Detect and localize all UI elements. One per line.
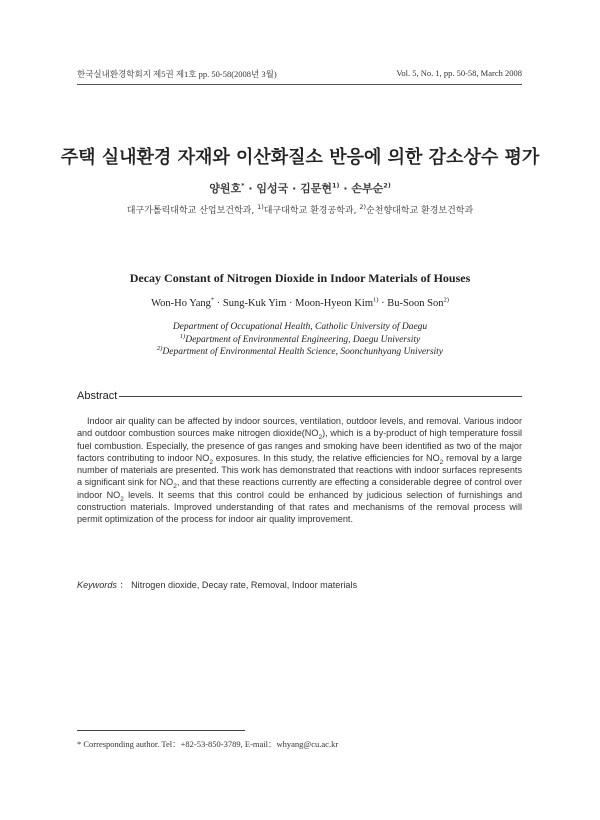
abstract-text: exposures. In this study, the relative efficiencies for NO xyxy=(212,452,440,463)
title-english: Decay Constant of Nitrogen Dioxide in Indoor Materials of Houses xyxy=(129,271,471,285)
abstract-text: ), which is a by-product of high temperature fossil fuel combustion. Especially, the presence of gas ranges and smoking have been identified as two of the major factors contributing to indoor NO xyxy=(77,428,522,463)
affiliation-en-2: Department of Environmental Engineering, Daegu University xyxy=(185,334,421,345)
affiliation-en-3-mark: 2) xyxy=(156,344,163,352)
author-kr-3: 김문현 xyxy=(300,182,333,195)
abstract-heading-label: Abstract xyxy=(77,390,118,402)
no2-subscript: 2 xyxy=(439,458,444,466)
running-head-left: 한국실내환경학회지 제5권 제1호 pp. 50-58(2008년 3월) xyxy=(77,69,277,79)
affiliations-korean xyxy=(0,203,600,216)
affiliation-kr-2-mark: 1) xyxy=(257,203,264,211)
author-separator: · xyxy=(216,298,221,309)
running-head-right: Vol. 5, No. 1, pp. 50-58, March 2008 xyxy=(396,68,522,78)
author-en-3-mark: 1) xyxy=(373,296,379,304)
abstract-text: Indoor air quality can be affected by indoor sources, ventilation, outdoor levels, and removal. Various indoor and outdoor combustion sources make nitrogen dioxide(NO xyxy=(77,416,522,439)
abstract-text: levels. It seems that this control could be enhanced by judicious selection of furnishings and construction materials. Improved understanding of that rates and mechanisms of the removal process will permit optimization of the process for indoor air quality improvement. xyxy=(77,489,523,525)
authors-english xyxy=(0,298,600,309)
author-en-1: Won-Ho Yang xyxy=(151,298,211,309)
footnote-corresponding-author: * Corresponding author. Tel：+82-53-850-3789, E-mail：whyang@cu.ac.kr xyxy=(77,739,339,749)
affiliation-en-3-line xyxy=(0,346,600,359)
affiliation-en-1: Department of Occupational Health, Catholic University of Daegu xyxy=(172,322,428,332)
author-kr-4: 손부순 xyxy=(351,182,384,195)
author-kr-4-mark: 2) xyxy=(383,181,391,190)
author-en-3: Moon-Hyeon Kim xyxy=(295,298,374,309)
author-en-1-mark: * xyxy=(210,296,215,304)
abstract-text: removal by a large number of materials are presented. This work has demonstrated that reactions with indoor surfaces represents a significant sink for NO xyxy=(77,452,522,488)
affiliation-en-2-line xyxy=(0,334,600,347)
no2-subscript: 2 xyxy=(120,495,124,503)
affiliation-en-3: Department of Environmental Health Science, Soonchunhyang University xyxy=(162,347,444,357)
author-en-4: Bu-Soon Son xyxy=(387,298,444,309)
affiliations-english xyxy=(0,321,600,359)
no2-subscript: 2 xyxy=(209,458,213,466)
abstract-text: , and that these reactions currently are effecting a considerable degree of control over indoor NO xyxy=(77,477,522,500)
author-kr-1: 양원호 xyxy=(209,182,242,195)
author-separator: · xyxy=(289,298,293,309)
author-kr-2: 임성국 xyxy=(256,182,289,195)
abstract-rule xyxy=(119,396,522,397)
keywords-label: Keywords xyxy=(77,580,117,590)
authors-korean xyxy=(0,180,600,196)
abstract-heading xyxy=(77,390,522,402)
author-kr-3-mark: 1) xyxy=(332,181,340,190)
affiliation-kr-3-mark: 2) xyxy=(359,203,366,211)
no2-subscript: 2 xyxy=(173,483,177,491)
running-head xyxy=(77,68,522,80)
author-separator: · xyxy=(292,182,297,195)
keywords-text: Nitrogen dioxide, Decay rate, Removal, Indoor materials xyxy=(131,580,358,590)
author-kr-1-mark: * xyxy=(241,181,245,190)
no2-subscript: 2 xyxy=(318,434,323,442)
footnote-rule xyxy=(77,730,245,731)
keywords-colon: ： xyxy=(119,580,129,590)
keywords xyxy=(77,578,522,591)
affiliation-kr-3: 순천향대학교 환경보건학과 xyxy=(366,206,474,216)
affiliation-kr-1: 대구가톨릭대학교 산업보건학과, xyxy=(126,206,255,216)
author-separator: · xyxy=(343,182,348,195)
title-korean: 주택 실내환경 자재와 이산화질소 반응에 의한 감소상수 평가 xyxy=(60,147,540,168)
author-separator: · xyxy=(381,298,385,309)
author-en-4-mark: 2) xyxy=(443,296,449,304)
author-separator: · xyxy=(248,182,253,195)
author-en-2: Sung-Kuk Yim xyxy=(222,298,287,309)
affiliation-en-2-mark: 1) xyxy=(179,332,186,340)
abstract-body xyxy=(77,415,522,526)
affiliation-kr-2: 대구대학교 환경공학과, xyxy=(263,206,357,216)
header-rule xyxy=(77,84,522,85)
